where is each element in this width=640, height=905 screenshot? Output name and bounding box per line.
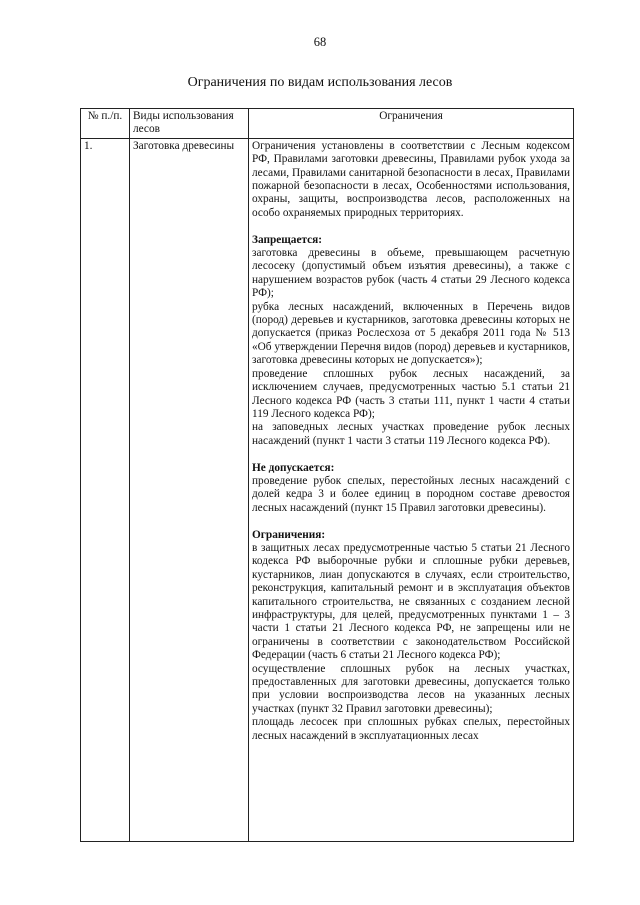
row-usage-type: Заготовка древесины <box>130 138 249 841</box>
list-item: заготовка древесины в объеме, превышающем расчетную лесосеку (допустимый объем изъятия древесины), а также с нарушением возрастов рубок (часть 4 статьи 29 Лесного кодекса РФ); <box>252 247 570 300</box>
list-item: проведение рубок спелых, перестойных лесных насаждений с долей кедра 3 и более единиц в породном составе древостоя лесных насаждений (пункт 15 Правил заготовки древесины). <box>252 474 570 514</box>
row-restrictions <box>249 138 574 841</box>
row-number: 1. <box>81 138 130 841</box>
section-heading-limitations: Ограничения: <box>252 528 326 541</box>
list-item: площадь лесосек при сплошных рубках спелых, перестойных лесных насаждений в эксплуатационных лесах <box>252 716 570 742</box>
list-item: рубка лесных насаждений, включенных в Перечень видов (пород) деревьев и кустарников, заготовка древесины которых не допускается (приказ Рослесхоза от 5 декабря 2011 года № 513 «Об утверждении Перечня видов (пород) деревьев и кустарников, заготовка древесины которых не допускается»); <box>252 300 570 367</box>
restrictions-table <box>80 108 574 842</box>
list-item: проведение сплошных рубок лесных насаждений, за исключением случаев, предусмотренных частью 5.1 статьи 21 Лесного кодекса РФ (часть 3 статьи 111, пункт 1 части 4 статьи 119 Лесного кодекса РФ); <box>252 367 570 420</box>
section-heading-prohibited: Запрещается: <box>252 233 323 246</box>
list-item: осуществление сплошных рубок на лесных участках, предоставленных для заготовки древесины, допускается только при условии воспроизводства лесов на указанных лесных участках (пункт 32 Правил заготовки древесины); <box>252 662 570 715</box>
section-heading-not-allowed: Не допускается: <box>252 461 335 474</box>
header-usage-type: Виды использования лесов <box>130 109 249 139</box>
table-header-row <box>81 109 574 139</box>
table-row <box>81 138 574 841</box>
header-number: № п./п. <box>81 109 130 139</box>
header-restrictions: Ограничения <box>249 109 574 139</box>
list-item: на заповедных лесных участках проведение рубок лесных насаждений (пункт 1 части 3 статьи 119 Лесного кодекса РФ). <box>252 421 570 447</box>
intro-paragraph: Ограничения установлены в соответствии с Лесным кодексом РФ, Правилами заготовки древесины, Правилами рубок ухода за лесами, Правилами санитарной безопасности в лесах, Правилами пожарной безопасности в лесах, Особенностями использования, охраны, защиты, воспроизводства лесов, расположенных на особо охраняемых природных территориях. <box>252 139 570 219</box>
page-title: Ограничения по видам использования лесов <box>187 75 453 90</box>
list-item: в защитных лесах предусмотренные частью 5 статьи 21 Лесного кодекса РФ выборочные рубки и сплошные рубки деревьев, кустарников, лиан допускаются в случаях, если строительство, реконструкция, капитальный ремонт и в эксплуатация объектов капитального строительства, не связанных с созданием лесной инфраструктуры, для целей, предусмотренных пунктами 1 – 3 части 1 статьи 21 Лесного кодекса РФ, не запрещены или не ограничены в соответствии с законодательством Российской Федерации (часть 6 статьи 21 Лесного кодекса РФ); <box>252 541 570 662</box>
page-number: 68 <box>313 35 327 49</box>
